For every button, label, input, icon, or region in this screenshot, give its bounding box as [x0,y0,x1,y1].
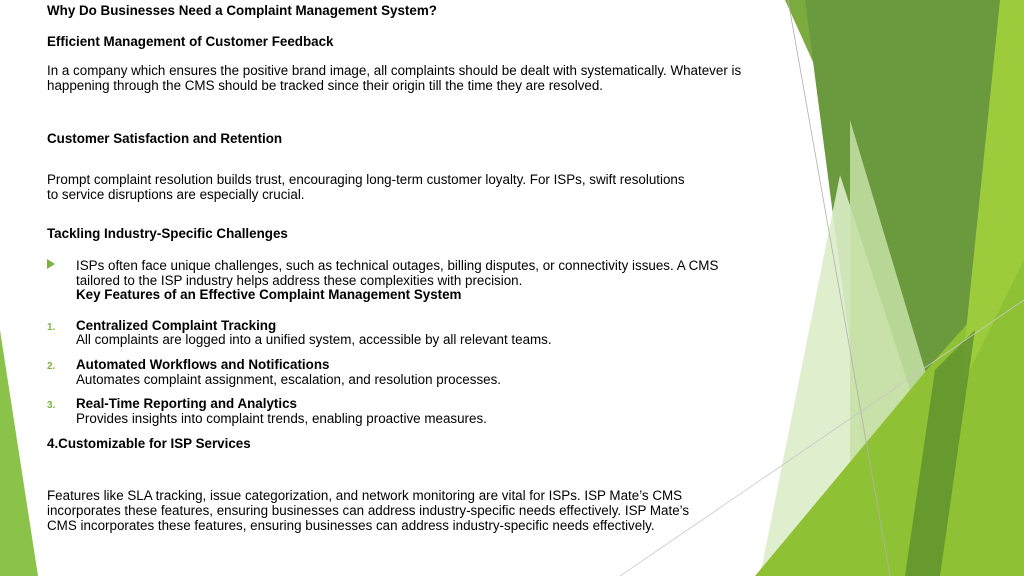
section-title-satisfaction: Customer Satisfaction and Retention [47,131,283,146]
feature-title: Centralized Complaint Tracking [76,318,277,333]
feature-number: 1. [47,322,56,333]
feature-title: Automated Workflows and Notifications [76,357,330,372]
bullet-arrow-icon [47,259,55,269]
features-subheading: Key Features of an Effective Complaint Management System [76,287,462,302]
feature-title: Real-Time Reporting and Analytics [76,396,297,411]
feature-description: Provides insights into complaint trends, enabling proactive measures. [76,411,487,426]
closing-paragraph: Features like SLA tracking, issue categorization, and network monitoring are vital for ISPs. ISP Mate’s CMS incorporates these features, ensuring businesses can address industry-specific needs effectively. ISP Mate’s CMS incorporates these features, ensuring businesses can address industry-specific needs effectively. [47,488,690,533]
section-title-challenges: Tackling Industry-Specific Challenges [47,226,288,241]
feature-description: Automates complaint assignment, escalation, and resolution processes. [76,372,502,387]
feature-number: 3. [47,400,56,411]
deco-shape-left-sliver [0,330,38,576]
section-title-feedback: Efficient Management of Customer Feedback [47,34,334,49]
feature-number: 2. [47,361,56,372]
section-body-feedback: In a company which ensures the positive brand image, all complaints should be dealt with systematically. Whatever is happening through the CMS should be tracked since their origin till the time they are resolved. [47,63,742,93]
feature-description: All complaints are logged into a unified system, accessible by all relevant teams. [76,332,552,347]
feature-4-title: 4.Customizable for ISP Services [47,436,251,451]
bullet-text: ISPs often face unique challenges, such as technical outages, billing disputes, or connectivity issues. A CMS tailored to the ISP industry helps address these complexities with precision. [76,258,719,288]
page-heading: Why Do Businesses Need a Complaint Management System? [47,3,437,18]
section-body-satisfaction: Prompt complaint resolution builds trust, encouraging long-term customer loyalty. For ISPs, swift resolutions to service disruptions are especially crucial. [47,172,685,202]
